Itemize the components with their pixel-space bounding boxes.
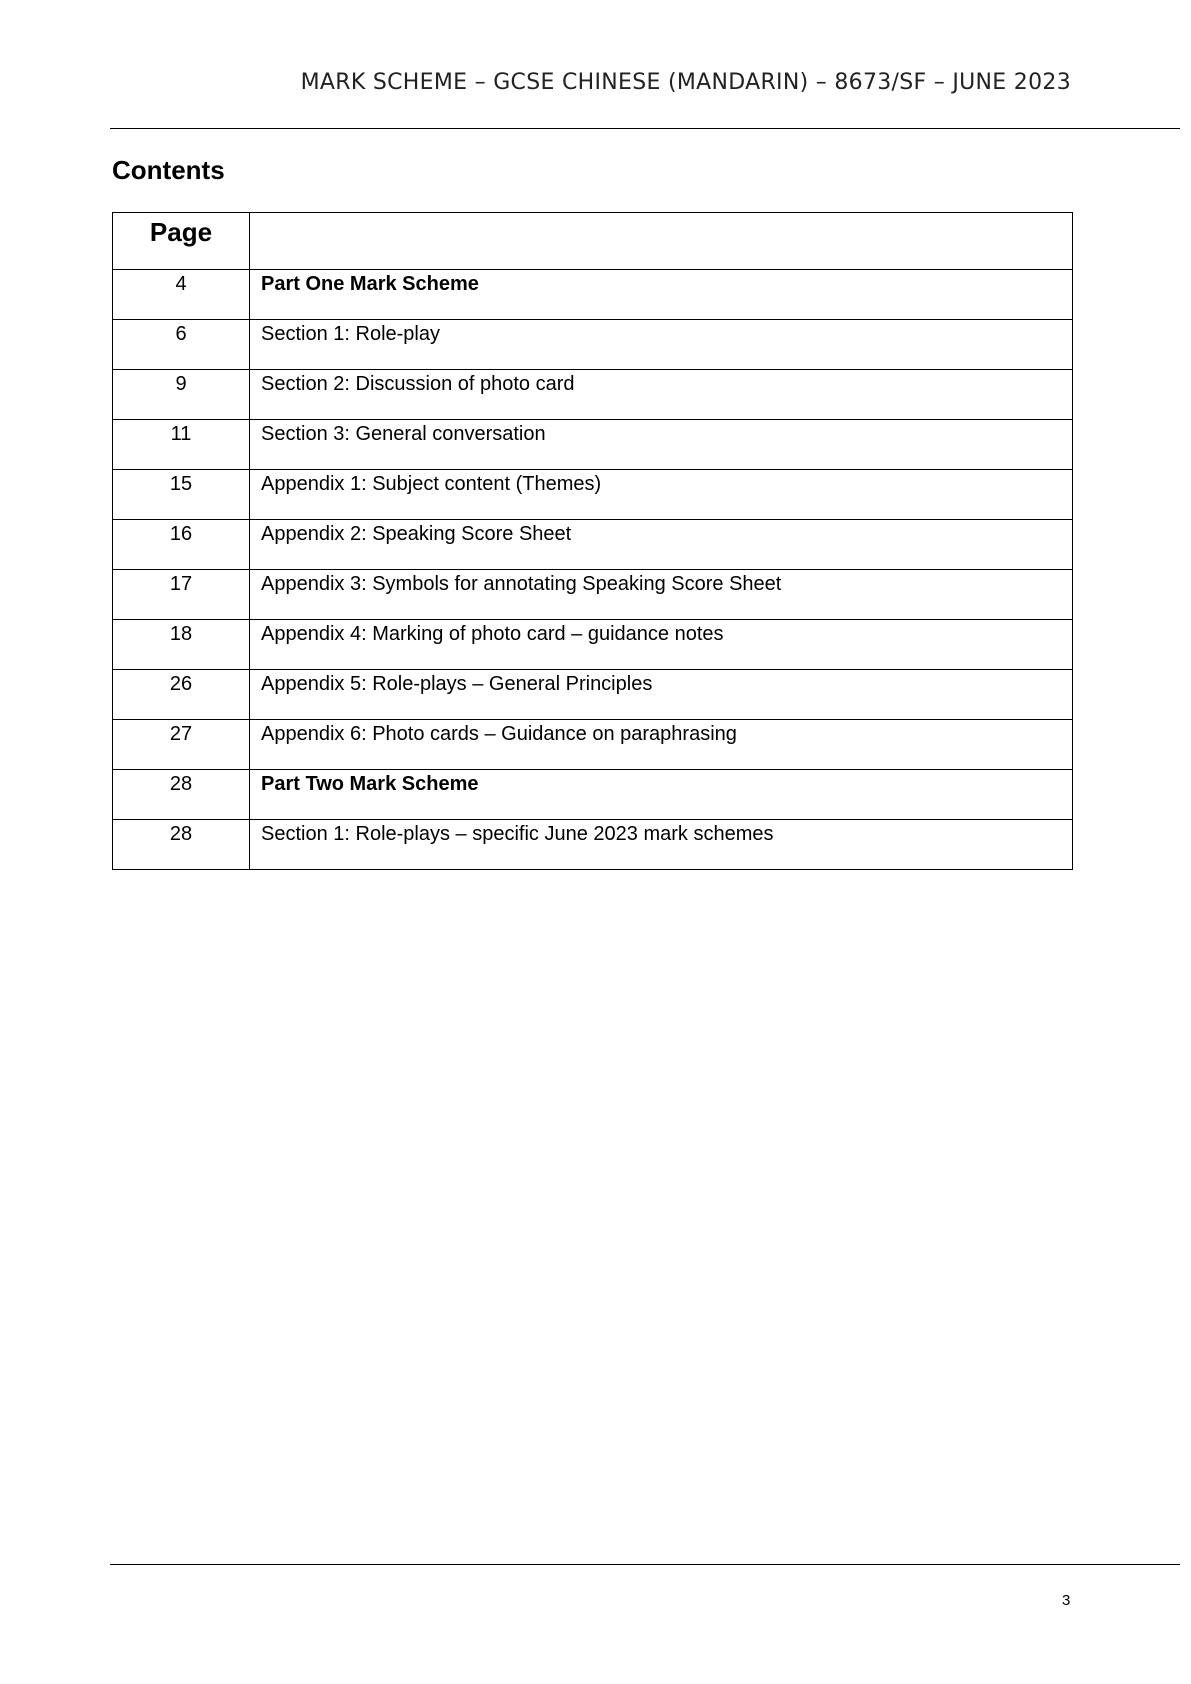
contents-page-number: 28 [113, 820, 250, 870]
contents-row [113, 420, 1073, 470]
contents-page-number: 9 [113, 370, 250, 420]
contents-row [113, 770, 1073, 820]
contents-entry-title: Appendix 1: Subject content (Themes) [250, 470, 1073, 520]
contents-header-row [113, 213, 1073, 270]
contents-entry-title: Part Two Mark Scheme [250, 770, 1073, 820]
contents-row [113, 370, 1073, 420]
contents-row [113, 620, 1073, 670]
contents-page-number: 4 [113, 270, 250, 320]
footer-divider [110, 1564, 1180, 1565]
page-number: 3 [1062, 1592, 1071, 1609]
contents-entry-title: Section 1: Role-plays – specific June 2023 mark schemes [250, 820, 1073, 870]
contents-page-number: 28 [113, 770, 250, 820]
contents-page-number: 16 [113, 520, 250, 570]
contents-page-number: 18 [113, 620, 250, 670]
contents-entry-title: Section 3: General conversation [250, 420, 1073, 470]
contents-entry-title: Section 1: Role-play [250, 320, 1073, 370]
contents-entry-title: Appendix 3: Symbols for annotating Speaking Score Sheet [250, 570, 1073, 620]
contents-row [113, 270, 1073, 320]
contents-entry-title: Appendix 5: Role-plays – General Principles [250, 670, 1073, 720]
contents-entry-title: Appendix 6: Photo cards – Guidance on paraphrasing [250, 720, 1073, 770]
contents-page-number: 26 [113, 670, 250, 720]
contents-entry-title: Part One Mark Scheme [250, 270, 1073, 320]
contents-table [112, 212, 1073, 870]
page-column-header: Page [113, 213, 250, 270]
contents-row [113, 520, 1073, 570]
contents-row [113, 320, 1073, 370]
contents-heading: Contents [112, 155, 225, 185]
running-header: MARK SCHEME – GCSE CHINESE (MANDARIN) – 8673/SF – JUNE 2023 [300, 70, 1071, 95]
contents-entry-title: Appendix 4: Marking of photo card – guidance notes [250, 620, 1073, 670]
contents-row [113, 570, 1073, 620]
contents-row [113, 820, 1073, 870]
header-divider [110, 128, 1180, 129]
contents-entry-title: Appendix 2: Speaking Score Sheet [250, 520, 1073, 570]
contents-page-number: 17 [113, 570, 250, 620]
contents-page-number: 27 [113, 720, 250, 770]
contents-row [113, 720, 1073, 770]
contents-row [113, 470, 1073, 520]
contents-page-number: 11 [113, 420, 250, 470]
contents-page-number: 15 [113, 470, 250, 520]
contents-row [113, 670, 1073, 720]
contents-page-number: 6 [113, 320, 250, 370]
title-column-header [250, 213, 1073, 270]
contents-entry-title: Section 2: Discussion of photo card [250, 370, 1073, 420]
